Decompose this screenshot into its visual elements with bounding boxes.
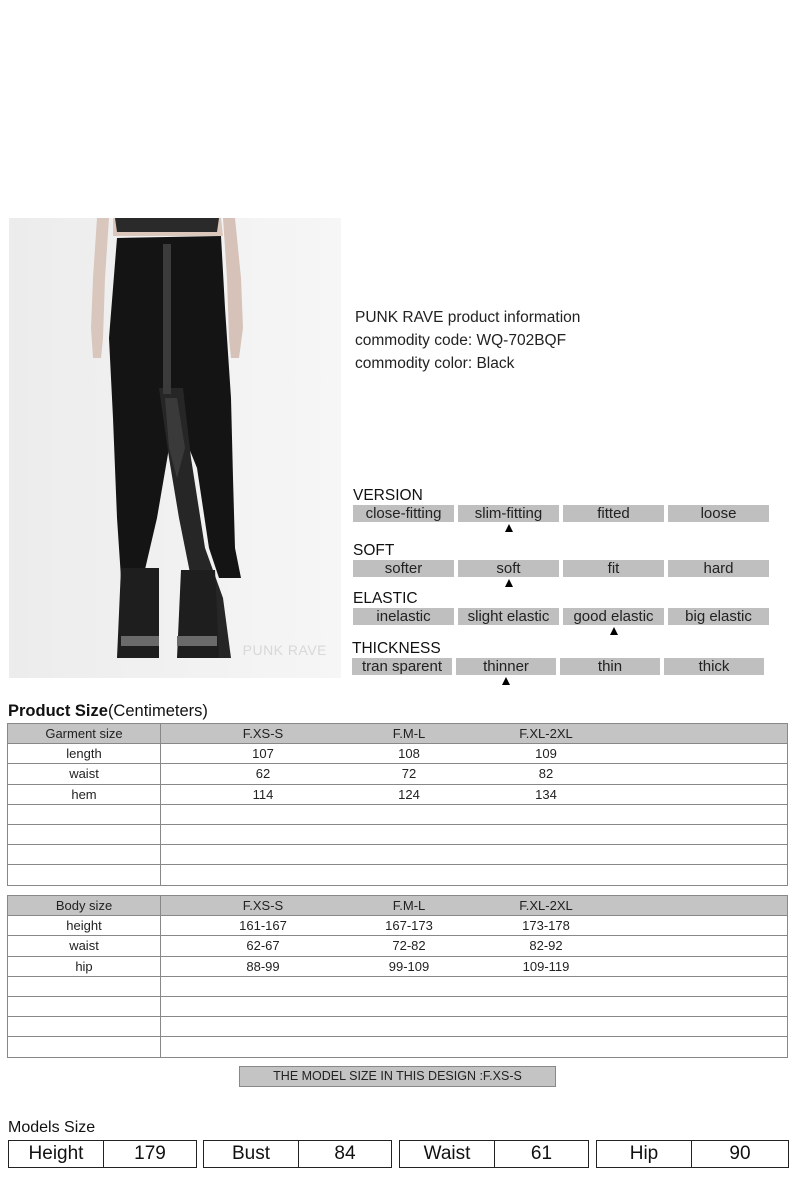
attribute-title: ELASTIC [353, 590, 418, 607]
table-cell: 161-167 [239, 918, 287, 934]
attribute-option: slim-fitting [458, 505, 559, 522]
watermark-text: PUNK RAVE [242, 642, 327, 658]
model-size-note: THE MODEL SIZE IN THIS DESIGN :F.XS-S [239, 1066, 556, 1087]
attribute-elastic [353, 589, 769, 637]
model-measure-label: Hip [597, 1141, 692, 1167]
brand-info-line: PUNK RAVE product information [355, 309, 581, 326]
model-hip-box [596, 1140, 789, 1168]
attribute-option: inelastic [353, 608, 454, 625]
attribute-title: VERSION [353, 487, 423, 504]
table-cell: 62 [255, 766, 271, 782]
attribute-title: THICKNESS [352, 640, 441, 657]
product-info [355, 306, 580, 375]
product-size-title [8, 702, 208, 721]
attribute-option: tran sparent [352, 658, 452, 675]
attribute-option: close-fitting [353, 505, 454, 522]
size-header: F.XS-S [242, 898, 284, 913]
table-header-label: Garment size [8, 724, 161, 744]
table-cell: 109-119 [522, 958, 570, 974]
table-cell: 72-82 [392, 938, 426, 954]
attribute-option: loose [668, 505, 769, 522]
model-measure-label: Bust [204, 1141, 299, 1167]
row-label: waist [8, 936, 161, 956]
empty-row [8, 1037, 788, 1057]
table-cell: 108 [398, 746, 420, 762]
table-cell: 62-67 [246, 938, 280, 954]
code-line [355, 329, 580, 352]
attribute-title: SOFT [353, 542, 395, 559]
model-measure-label: Height [9, 1141, 104, 1167]
table-header-row [8, 896, 788, 916]
selected-indicator-icon [505, 524, 513, 532]
table-row [8, 764, 788, 784]
model-measure-value: 179 [134, 1143, 166, 1164]
size-header: F.XL-2XL [519, 726, 573, 741]
attribute-version [353, 486, 769, 534]
table-cell: 72 [401, 766, 417, 782]
selection-arrows [353, 577, 769, 589]
attribute-option: slight elastic [458, 608, 559, 625]
table-row [8, 784, 788, 804]
model-measure-value: 84 [334, 1143, 356, 1164]
selected-indicator-icon [610, 627, 618, 635]
size-header: F.M-L [392, 726, 426, 741]
empty-row [8, 976, 788, 996]
product-size-heading: Product Size [8, 702, 108, 720]
product-photo [9, 218, 341, 678]
table-cell: 82 [538, 766, 554, 782]
attribute-option: good elastic [563, 608, 664, 625]
attribute-option: hard [668, 560, 769, 577]
model-measure-label: Waist [400, 1141, 495, 1167]
table-header-row [8, 724, 788, 744]
table-cell: 82-92 [529, 938, 563, 954]
product-size-unit: (Centimeters) [107, 702, 208, 720]
table-cell: 167-173 [385, 918, 433, 934]
table-row [8, 956, 788, 976]
attribute-option: big elastic [668, 608, 769, 625]
model-waist-box [399, 1140, 589, 1168]
empty-row [8, 1017, 788, 1037]
table-row [8, 936, 788, 956]
code-value: WQ-702BQF [476, 332, 567, 349]
table-cell: 114 [252, 786, 274, 802]
empty-row [8, 996, 788, 1016]
empty-row [8, 845, 788, 865]
selection-arrows [353, 522, 769, 534]
attribute-option: soft [458, 560, 559, 577]
attribute-soft [353, 541, 769, 589]
attribute-thickness [352, 639, 764, 687]
size-header: F.XS-S [242, 726, 284, 741]
table-cell: 134 [535, 786, 557, 802]
attribute-option: fit [563, 560, 664, 577]
body-size-table [7, 895, 788, 1058]
selection-arrows [353, 625, 769, 637]
model-bust-box [203, 1140, 392, 1168]
color-line [355, 352, 580, 375]
table-cell: 88-99 [246, 958, 280, 974]
attribute-option: thick [664, 658, 764, 675]
table-row [8, 916, 788, 936]
attribute-option: thinner [456, 658, 556, 675]
table-cell: 124 [398, 786, 420, 802]
skirt-illustration [9, 218, 341, 678]
code-label: commodity code: [355, 332, 473, 349]
table-cell: 99-109 [388, 958, 430, 974]
row-label: length [8, 744, 161, 764]
row-label: hem [8, 784, 161, 804]
selection-arrows [352, 675, 764, 687]
color-value: Black [476, 355, 515, 372]
attribute-option: fitted [563, 505, 664, 522]
empty-row [8, 824, 788, 844]
model-height-box [8, 1140, 197, 1168]
row-label: waist [8, 764, 161, 784]
table-row [8, 744, 788, 764]
attribute-option: softer [353, 560, 454, 577]
garment-size-table [7, 723, 788, 886]
attribute-option: thin [560, 658, 660, 675]
table-cell: 107 [252, 746, 274, 762]
model-measure-value: 90 [729, 1143, 751, 1164]
selected-indicator-icon [505, 579, 513, 587]
models-size-title: Models Size [8, 1119, 96, 1136]
size-header: F.XL-2XL [519, 898, 573, 913]
model-measure-value: 61 [530, 1143, 553, 1164]
empty-row [8, 865, 788, 885]
color-label: commodity color: [355, 355, 473, 372]
row-label: height [8, 916, 161, 936]
table-header-label: Body size [8, 896, 161, 916]
selected-indicator-icon [502, 677, 510, 685]
table-cell: 109 [535, 746, 557, 762]
table-cell: 173-178 [522, 918, 570, 934]
size-header: F.M-L [392, 898, 426, 913]
empty-row [8, 804, 788, 824]
row-label: hip [8, 956, 161, 976]
